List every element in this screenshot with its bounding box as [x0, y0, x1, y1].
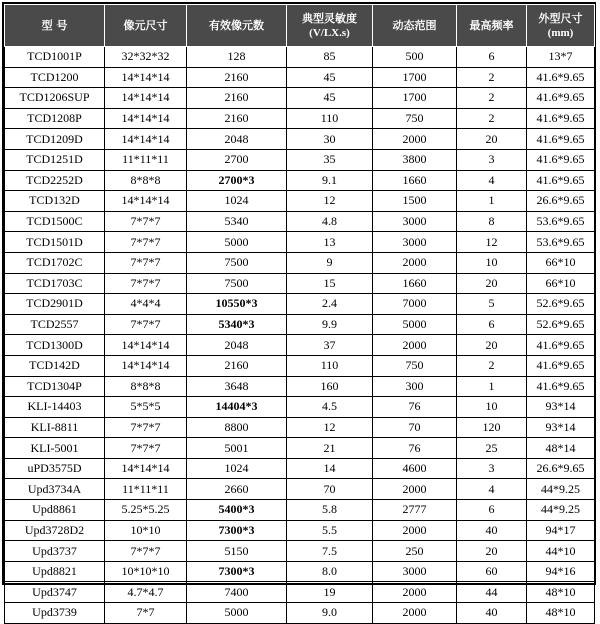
cell-sensitivity: 19: [287, 582, 373, 603]
cell-effective-pixels: 2048: [187, 129, 287, 150]
cell-effective-pixels: 1024: [187, 191, 287, 212]
cell-model: TCD1200: [5, 67, 105, 88]
cell-dimensions: 41.6*9.65: [527, 376, 595, 397]
header-max-frequency: [457, 5, 527, 47]
cell-dynamic-range: 2000: [373, 603, 457, 624]
cell-dimensions: 48*10: [527, 603, 595, 624]
cell-sensitivity: 2.4: [287, 294, 373, 315]
table-row: [5, 458, 595, 479]
cell-pixel-size: 8*8*8: [105, 170, 187, 191]
cell-effective-pixels: 14404*3: [187, 397, 287, 418]
cell-sensitivity: 45: [287, 88, 373, 109]
cell-max-frequency: 2: [457, 88, 527, 109]
cell-max-frequency: 1: [457, 376, 527, 397]
cell-pixel-size: 5*5*5: [105, 397, 187, 418]
cell-max-frequency: 120: [457, 417, 527, 438]
cell-sensitivity: 9.9: [287, 314, 373, 335]
cell-effective-pixels: 7300*3: [187, 561, 287, 582]
cell-max-frequency: 20: [457, 541, 527, 562]
cell-model: Upd3747: [5, 582, 105, 603]
cell-effective-pixels: 5000: [187, 603, 287, 624]
header-model: [5, 5, 105, 47]
cell-dimensions: 52.6*9.65: [527, 314, 595, 335]
cell-effective-pixels: 10550*3: [187, 294, 287, 315]
cell-model: Upd3734A: [5, 479, 105, 500]
table-row: [5, 438, 595, 459]
cell-pixel-size: 5.25*5.25: [105, 500, 187, 521]
header-row: [5, 5, 595, 47]
cell-pixel-size: 14*14*14: [105, 355, 187, 376]
table-row: [5, 108, 595, 129]
cell-model: TCD1702C: [5, 252, 105, 273]
table-row: [5, 129, 595, 150]
cell-sensitivity: 14: [287, 458, 373, 479]
cell-dimensions: 41.6*9.65: [527, 108, 595, 129]
cell-dynamic-range: 2777: [373, 500, 457, 521]
cell-dimensions: 53.6*9.65: [527, 211, 595, 232]
table-row: [5, 500, 595, 521]
cell-pixel-size: 32*32*32: [105, 47, 187, 68]
cell-dimensions: 44*9.25: [527, 479, 595, 500]
cell-sensitivity: 110: [287, 108, 373, 129]
table-row: [5, 335, 595, 356]
cell-pixel-size: 7*7*7: [105, 252, 187, 273]
cell-effective-pixels: 8800: [187, 417, 287, 438]
cell-max-frequency: 8: [457, 211, 527, 232]
cell-sensitivity: 8.0: [287, 561, 373, 582]
cell-max-frequency: 4: [457, 170, 527, 191]
table-row: [5, 561, 595, 582]
cell-dimensions: 41.6*9.65: [527, 67, 595, 88]
cell-dynamic-range: 2000: [373, 582, 457, 603]
header-label: 像元尺寸: [123, 18, 168, 32]
header-dimensions: [527, 5, 595, 47]
cell-sensitivity: 30: [287, 129, 373, 150]
cell-model: uPD3575D: [5, 458, 105, 479]
cell-dimensions: 52.6*9.65: [527, 294, 595, 315]
cell-effective-pixels: 5400*3: [187, 500, 287, 521]
cell-pixel-size: 14*14*14: [105, 129, 187, 150]
header-label: 典型灵敏度: [302, 11, 357, 25]
cell-model: TCD2557: [5, 314, 105, 335]
cell-model: TCD2252D: [5, 170, 105, 191]
cell-pixel-size: 7*7*7: [105, 273, 187, 294]
cell-model: Upd8861: [5, 500, 105, 521]
cell-sensitivity: 7.5: [287, 541, 373, 562]
cell-effective-pixels: 2660: [187, 479, 287, 500]
cell-max-frequency: 4: [457, 479, 527, 500]
cell-max-frequency: 6: [457, 47, 527, 68]
cell-max-frequency: 3: [457, 458, 527, 479]
cell-dimensions: 66*10: [527, 252, 595, 273]
table-row: [5, 252, 595, 273]
header-label: 动态范围: [392, 18, 437, 32]
table-row: [5, 355, 595, 376]
header-sensitivity: [287, 5, 373, 47]
cell-sensitivity: 21: [287, 438, 373, 459]
cell-pixel-size: 14*14*14: [105, 191, 187, 212]
cell-effective-pixels: 2160: [187, 67, 287, 88]
header-unit: (mm): [547, 26, 574, 39]
cell-model: Upd3737: [5, 541, 105, 562]
cell-sensitivity: 85: [287, 47, 373, 68]
table-body: [5, 47, 595, 624]
cell-model: TCD1703C: [5, 273, 105, 294]
cell-max-frequency: 1: [457, 191, 527, 212]
table-row: [5, 582, 595, 603]
cell-pixel-size: 11*11*11: [105, 479, 187, 500]
cell-sensitivity: 5.8: [287, 500, 373, 521]
table-row: [5, 397, 595, 418]
cell-dynamic-range: 1700: [373, 67, 457, 88]
table-row: [5, 541, 595, 562]
cell-dynamic-range: 3800: [373, 149, 457, 170]
cell-sensitivity: 35: [287, 149, 373, 170]
table-row: [5, 314, 595, 335]
cell-max-frequency: 10: [457, 252, 527, 273]
cell-dynamic-range: 1700: [373, 88, 457, 109]
cell-effective-pixels: 2160: [187, 108, 287, 129]
table-row: [5, 88, 595, 109]
cell-pixel-size: 7*7*7: [105, 211, 187, 232]
cell-model: Upd8821: [5, 561, 105, 582]
cell-pixel-size: 14*14*14: [105, 67, 187, 88]
cell-dynamic-range: 2000: [373, 479, 457, 500]
table-row: [5, 67, 595, 88]
cell-sensitivity: 13: [287, 232, 373, 253]
cell-effective-pixels: 5000: [187, 232, 287, 253]
cell-dimensions: 93*14: [527, 417, 595, 438]
cell-dimensions: 41.6*9.65: [527, 149, 595, 170]
table-row: [5, 149, 595, 170]
cell-max-frequency: 5: [457, 294, 527, 315]
cell-sensitivity: 37: [287, 335, 373, 356]
cell-dynamic-range: 76: [373, 397, 457, 418]
cell-dimensions: 26.6*9.65: [527, 458, 595, 479]
cell-dimensions: 66*10: [527, 273, 595, 294]
table-row: [5, 520, 595, 541]
header-label: 外型尺寸: [538, 11, 583, 25]
cell-model: Upd3728D2: [5, 520, 105, 541]
cell-dimensions: 41.6*9.65: [527, 355, 595, 376]
cell-sensitivity: 4.5: [287, 397, 373, 418]
cell-model: TCD1208P: [5, 108, 105, 129]
cell-dynamic-range: 2000: [373, 129, 457, 150]
cell-pixel-size: 8*8*8: [105, 376, 187, 397]
table-row: [5, 191, 595, 212]
cell-dimensions: 41.6*9.65: [527, 335, 595, 356]
cell-model: TCD1300D: [5, 335, 105, 356]
cell-max-frequency: 2: [457, 355, 527, 376]
cell-pixel-size: 4*4*4: [105, 294, 187, 315]
cell-sensitivity: 4.8: [287, 211, 373, 232]
cell-effective-pixels: 2700: [187, 149, 287, 170]
cell-dimensions: 41.6*9.65: [527, 88, 595, 109]
cell-dynamic-range: 2000: [373, 252, 457, 273]
cell-max-frequency: 40: [457, 603, 527, 624]
cell-dimensions: 48*10: [527, 582, 595, 603]
cell-pixel-size: 7*7*7: [105, 232, 187, 253]
ccd-spec-sheet: [2, 2, 596, 620]
cell-sensitivity: 9: [287, 252, 373, 273]
cell-sensitivity: 15: [287, 273, 373, 294]
cell-sensitivity: 70: [287, 479, 373, 500]
table-row: [5, 479, 595, 500]
cell-effective-pixels: 5340: [187, 211, 287, 232]
cell-effective-pixels: 2160: [187, 88, 287, 109]
cell-dynamic-range: 4600: [373, 458, 457, 479]
cell-dynamic-range: 70: [373, 417, 457, 438]
cell-effective-pixels: 2160: [187, 355, 287, 376]
cell-model: TCD132D: [5, 191, 105, 212]
cell-dynamic-range: 1660: [373, 170, 457, 191]
cell-sensitivity: 9.1: [287, 170, 373, 191]
cell-pixel-size: 7*7*7: [105, 541, 187, 562]
cell-max-frequency: 6: [457, 500, 527, 521]
table-row: [5, 47, 595, 68]
cell-dimensions: 94*17: [527, 520, 595, 541]
cell-model: TCD1001P: [5, 47, 105, 68]
cell-pixel-size: 7*7: [105, 603, 187, 624]
cell-dimensions: 53.6*9.65: [527, 232, 595, 253]
cell-pixel-size: 10*10: [105, 520, 187, 541]
cell-max-frequency: 40: [457, 520, 527, 541]
cell-dynamic-range: 750: [373, 108, 457, 129]
cell-dynamic-range: 1660: [373, 273, 457, 294]
cell-dimensions: 93*14: [527, 397, 595, 418]
cell-effective-pixels: 7500: [187, 252, 287, 273]
cell-model: KLI-14403: [5, 397, 105, 418]
cell-effective-pixels: 5150: [187, 541, 287, 562]
cell-pixel-size: 7*7*7: [105, 314, 187, 335]
table-row: [5, 417, 595, 438]
cell-dynamic-range: 500: [373, 47, 457, 68]
cell-effective-pixels: 2700*3: [187, 170, 287, 191]
cell-dynamic-range: 750: [373, 355, 457, 376]
cell-sensitivity: 12: [287, 191, 373, 212]
cell-max-frequency: 20: [457, 273, 527, 294]
ccd-spec-table: [4, 4, 595, 624]
cell-dynamic-range: 3000: [373, 561, 457, 582]
cell-dynamic-range: 2000: [373, 335, 457, 356]
cell-pixel-size: 4.7*4.7: [105, 582, 187, 603]
cell-max-frequency: 60: [457, 561, 527, 582]
cell-model: KLI-5001: [5, 438, 105, 459]
header-unit: (V/LX.s): [309, 26, 350, 39]
cell-sensitivity: 5.5: [287, 520, 373, 541]
header-label: 有效像元数: [209, 18, 264, 32]
cell-model: TCD1500C: [5, 211, 105, 232]
cell-dimensions: 26.6*9.65: [527, 191, 595, 212]
cell-sensitivity: 110: [287, 355, 373, 376]
cell-dimensions: 44*10: [527, 541, 595, 562]
cell-effective-pixels: 1024: [187, 458, 287, 479]
cell-dynamic-range: 1500: [373, 191, 457, 212]
cell-model: TCD1206SUP: [5, 88, 105, 109]
cell-dynamic-range: 300: [373, 376, 457, 397]
cell-max-frequency: 6: [457, 314, 527, 335]
header-label: 最高频率: [469, 18, 514, 32]
table-row: [5, 232, 595, 253]
table-header: [5, 5, 595, 47]
table-row: [5, 211, 595, 232]
cell-effective-pixels: 128: [187, 47, 287, 68]
cell-pixel-size: 10*10*10: [105, 561, 187, 582]
header-effective-pixels: [187, 5, 287, 47]
cell-model: KLI-8811: [5, 417, 105, 438]
cell-dimensions: 41.6*9.65: [527, 170, 595, 191]
cell-pixel-size: 14*14*14: [105, 458, 187, 479]
table-row: [5, 170, 595, 191]
cell-dynamic-range: 2000: [373, 520, 457, 541]
cell-max-frequency: 20: [457, 129, 527, 150]
cell-dimensions: 48*14: [527, 438, 595, 459]
cell-max-frequency: 2: [457, 108, 527, 129]
cell-effective-pixels: 3648: [187, 376, 287, 397]
table-row: [5, 294, 595, 315]
cell-effective-pixels: 5340*3: [187, 314, 287, 335]
cell-pixel-size: 14*14*14: [105, 335, 187, 356]
cell-max-frequency: 25: [457, 438, 527, 459]
cell-effective-pixels: 7400: [187, 582, 287, 603]
cell-dynamic-range: 7000: [373, 294, 457, 315]
cell-max-frequency: 2: [457, 67, 527, 88]
cell-model: TCD142D: [5, 355, 105, 376]
cell-effective-pixels: 5001: [187, 438, 287, 459]
cell-pixel-size: 7*7*7: [105, 438, 187, 459]
cell-dimensions: 94*16: [527, 561, 595, 582]
cell-dimensions: 13*7: [527, 47, 595, 68]
cell-max-frequency: 10: [457, 397, 527, 418]
cell-dynamic-range: 3000: [373, 211, 457, 232]
cell-dynamic-range: 5000: [373, 314, 457, 335]
cell-max-frequency: 20: [457, 335, 527, 356]
cell-pixel-size: 7*7*7: [105, 417, 187, 438]
cell-max-frequency: 3: [457, 149, 527, 170]
cell-pixel-size: 14*14*14: [105, 108, 187, 129]
cell-sensitivity: 9.0: [287, 603, 373, 624]
cell-model: TCD1501D: [5, 232, 105, 253]
cell-pixel-size: 14*14*14: [105, 88, 187, 109]
cell-max-frequency: 12: [457, 232, 527, 253]
table-row: [5, 273, 595, 294]
cell-effective-pixels: 7300*3: [187, 520, 287, 541]
table-row: [5, 376, 595, 397]
header-pixel-size: [105, 5, 187, 47]
cell-model: TCD1304P: [5, 376, 105, 397]
cell-model: Upd3739: [5, 603, 105, 624]
cell-max-frequency: 44: [457, 582, 527, 603]
cell-dynamic-range: 250: [373, 541, 457, 562]
cell-dynamic-range: 76: [373, 438, 457, 459]
cell-dimensions: 41.6*9.65: [527, 129, 595, 150]
cell-model: TCD1209D: [5, 129, 105, 150]
cell-dimensions: 44*9.25: [527, 500, 595, 521]
cell-sensitivity: 160: [287, 376, 373, 397]
table-row: [5, 603, 595, 624]
cell-dynamic-range: 3000: [373, 232, 457, 253]
header-dynamic-range: [373, 5, 457, 47]
cell-effective-pixels: 7500: [187, 273, 287, 294]
cell-model: TCD1251D: [5, 149, 105, 170]
cell-effective-pixels: 2048: [187, 335, 287, 356]
cell-sensitivity: 12: [287, 417, 373, 438]
cell-model: TCD2901D: [5, 294, 105, 315]
cell-pixel-size: 11*11*11: [105, 149, 187, 170]
header-label: 型 号: [41, 18, 68, 32]
cell-sensitivity: 45: [287, 67, 373, 88]
